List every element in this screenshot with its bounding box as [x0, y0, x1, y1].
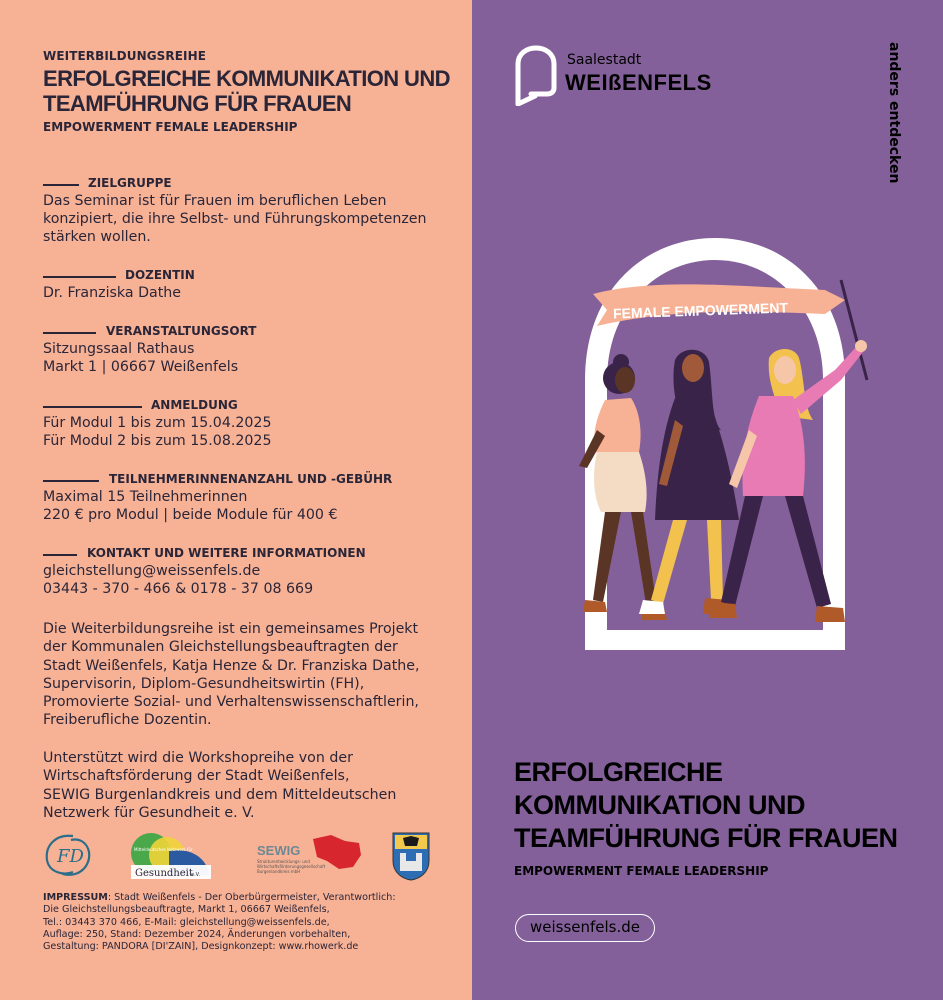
- brand-name: WEIßENFELS: [565, 70, 712, 95]
- body-line: Das Seminar ist für Frauen im beruflichen Leben: [43, 193, 387, 209]
- impressum-label: IMPRESSUM: [43, 892, 108, 903]
- support-paragraph: [43, 749, 458, 822]
- section-heading: [43, 176, 453, 192]
- email-link[interactable]: gleichstellung@weissenfels.de: [43, 563, 261, 579]
- title-line: TEAMFÜHRUNG FÜR FRAUEN: [43, 91, 352, 116]
- gesundheit-logo-suffix: e.V.: [191, 872, 201, 878]
- banner-text: FEMALE EMPOWERMENT: [612, 299, 789, 322]
- paragraph-line: Unterstützt wird die Workshopreihe von der: [43, 750, 353, 766]
- section-label: VERANSTALTUNGSORT: [106, 324, 257, 338]
- section-label: ZIELGRUPPE: [88, 176, 172, 190]
- paragraph-line: Freiberufliche Dozentin.: [43, 712, 212, 729]
- fd-logo-text: FD: [57, 846, 84, 867]
- sewig-small-line: Burgenlandkreis mbH: [257, 869, 301, 874]
- paragraph-line: der Kommunalen Gleichstellungsbeauftragten der: [43, 639, 398, 656]
- body-line: Für Modul 2 bis zum 15.08.2025: [43, 433, 272, 449]
- title-line: ERFOLGREICHE KOMMUNIKATION UND: [43, 66, 450, 91]
- section-body: [43, 562, 453, 598]
- impressum-line: Gestaltung: PANDORA [DI'ZAIN], Designkonzept: www.rhowerk.de: [43, 941, 359, 953]
- cover-title-line: TEAMFÜHRUNG FÜR FRAUEN: [514, 823, 898, 853]
- section-heading: [43, 472, 453, 488]
- section-heading: [43, 268, 453, 284]
- paragraph-line: SEWIG Burgenlandkreis und dem Mitteldeutschen: [43, 786, 397, 803]
- partner-logos: [43, 830, 443, 885]
- section-body: [43, 284, 453, 302]
- gesundheit-logo: [129, 831, 213, 883]
- sewig-logo: [255, 833, 365, 879]
- heading-rule: [43, 276, 116, 278]
- cover-subtitle: EMPOWERMENT FEMALE LEADERSHIP: [514, 864, 769, 878]
- sewig-small-line: Strukturentwicklungs- und: [257, 859, 310, 864]
- section-zielgruppe: [43, 176, 453, 246]
- paragraph-line: Netzwerk für Gesundheit e. V.: [43, 804, 255, 821]
- section-heading: [43, 398, 453, 414]
- paragraph-line: Wirtschaftsförderung der Stadt Weißenfels,: [43, 768, 350, 785]
- heading-rule: [43, 554, 77, 556]
- impressum-line: Tel.: 03443 370 466, E-Mail: gleichstellung@weissenfels.de,: [43, 916, 330, 928]
- series-label: WEITERBILDUNGSREIHE: [43, 49, 207, 63]
- section-anmeldung: [43, 398, 453, 450]
- paragraph-line: Supervisorin, Diplom-Gesundheitswirtin (FH),: [43, 675, 365, 692]
- section-body: [43, 488, 453, 524]
- empowerment-illustration: [535, 230, 895, 680]
- paragraph-line: Die Weiterbildungsreihe ist ein gemeinsames Projekt: [43, 621, 419, 637]
- section-dozentin: [43, 268, 453, 302]
- paragraph-line: Promovierte Sozial- und Verhaltenswissenschaftlerin,: [43, 694, 419, 711]
- section-label: KONTAKT UND WEITERE INFORMATIONEN: [87, 546, 366, 560]
- heading-rule: [43, 480, 99, 482]
- impressum-first: : Stadt Weißenfels - Der Oberbürgermeister, Verantwortlich:: [107, 892, 396, 903]
- fd-logo: [43, 832, 93, 878]
- section-veranstaltungsort: [43, 324, 453, 376]
- body-line: stärken wollen.: [43, 229, 151, 245]
- section-body: [43, 192, 453, 246]
- weissenfels-logo-icon: [513, 44, 559, 110]
- body-line: Markt 1 | 06667 Weißenfels: [43, 359, 239, 375]
- section-kontakt: [43, 546, 453, 598]
- sewig-logo-text: SEWIG: [257, 843, 301, 858]
- project-paragraph: [43, 620, 458, 730]
- cover-title-line: ERFOLGREICHE: [514, 757, 723, 787]
- heading-rule: [43, 332, 96, 334]
- section-teilnehmer: [43, 472, 453, 524]
- tagline-vertical: [880, 42, 906, 192]
- section-body: [43, 340, 453, 376]
- section-label: ANMELDUNG: [151, 398, 238, 412]
- brand-small-text: Saalestadt: [567, 52, 642, 68]
- impressum-line: Die Gleichstellungsbeauftragte, Markt 1, 06667 Weißenfels,: [43, 904, 330, 916]
- cover-title: [514, 756, 897, 855]
- body-line: Für Modul 1 bis zum 15.04.2025: [43, 415, 272, 431]
- body-line: Sitzungssaal Rathaus: [43, 341, 195, 357]
- gesundheit-logo-text: Gesundheit: [135, 868, 193, 879]
- section-label: DOZENTIN: [125, 268, 195, 282]
- phone-numbers: 03443 - 370 - 466 & 0178 - 37 08 669: [43, 581, 314, 597]
- heading-rule: [43, 184, 79, 186]
- sewig-small-line: Wirtschaftsförderungsgesellschaft: [257, 864, 326, 869]
- page-title: [43, 66, 453, 116]
- body-line: konzipiert, die ihre Selbst- und Führungskompetenzen: [43, 211, 427, 227]
- body-line: Dr. Franziska Dathe: [43, 285, 181, 301]
- body-line: Maximal 15 Teilnehmerinnen: [43, 489, 248, 505]
- impressum: [43, 892, 458, 953]
- body-line: 220 € pro Modul | beide Module für 400 €: [43, 507, 338, 523]
- website-link[interactable]: weissenfels.de: [515, 914, 655, 942]
- section-heading: [43, 324, 453, 340]
- impressum-line: Auflage: 250, Stand: Dezember 2024, Änderungen vorbehalten,: [43, 928, 351, 940]
- paragraph-line: Stadt Weißenfels, Katja Henze & Dr. Franziska Dathe,: [43, 657, 420, 674]
- impressum-line: [43, 892, 458, 904]
- tagline-text: anders entdecken: [886, 42, 902, 184]
- cover-title-line: KOMMUNIKATION UND: [514, 790, 805, 820]
- gesundheit-small-text: Mitteldeutsches Netzwerk für: [134, 847, 193, 852]
- subtitle: EMPOWERMENT FEMALE LEADERSHIP: [43, 120, 298, 134]
- section-body: [43, 414, 453, 450]
- section-heading: [43, 546, 453, 562]
- section-label: TEILNEHMERINNENANZAHL UND -GEBÜHR: [109, 472, 393, 486]
- heading-rule: [43, 406, 142, 408]
- coat-of-arms-logo: [391, 831, 431, 881]
